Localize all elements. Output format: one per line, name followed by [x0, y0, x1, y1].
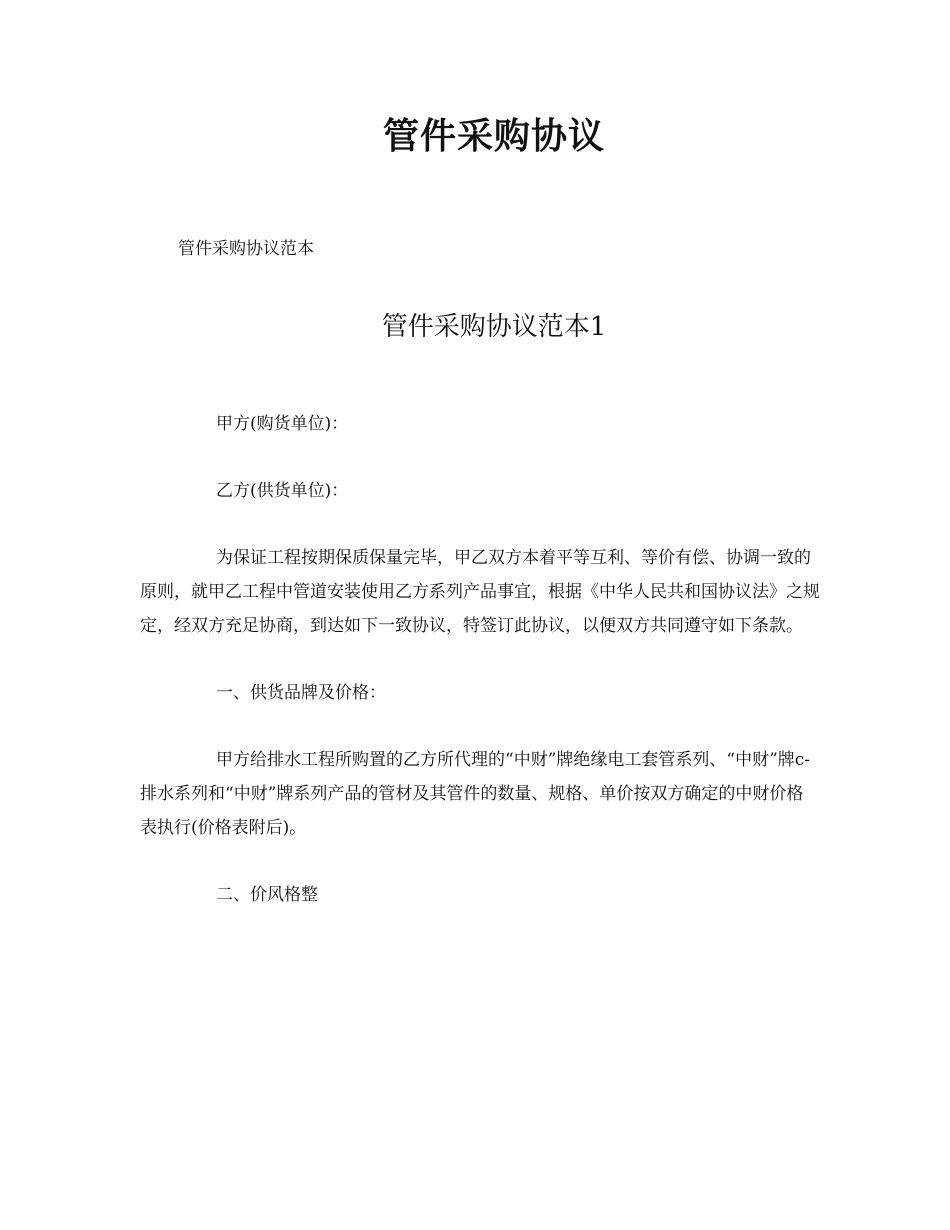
party-b-label: 乙方(供货单位)：	[216, 481, 349, 501]
document-subtitle: 管件采购协议范本1	[381, 312, 607, 342]
section-1-body: 甲方给排水工程所购置的乙方所代理的“中财”牌绝缘电工套管系列、“中财”牌c-排水系列和“中财”牌系列产品的管材及其管件的数量、规格、单价按双方确定的中财价格表执行(价格表附后)。	[140, 750, 811, 838]
intro-text: 管件采购协议范本	[178, 239, 314, 259]
document-body	[140, 407, 820, 945]
section-1-heading: 一、供货品牌及价格：	[216, 683, 386, 703]
document-title: 管件采购协议	[382, 115, 605, 157]
party-a-label: 甲方(购货单位)：	[216, 414, 349, 434]
preamble-paragraph: 为保证工程按期保质保量完毕，甲乙双方本着平等互利、等价有偿、协调一致的原则，就甲乙工程中管道安装使用乙方系列产品事宜，根据《中华人民共和国协议法》之规定，经双方充足协商，到达如下一致协议，特签订此协议，以便双方共同遵守如下条款。	[140, 548, 820, 636]
section-2-heading: 二、价风格整	[216, 885, 318, 905]
